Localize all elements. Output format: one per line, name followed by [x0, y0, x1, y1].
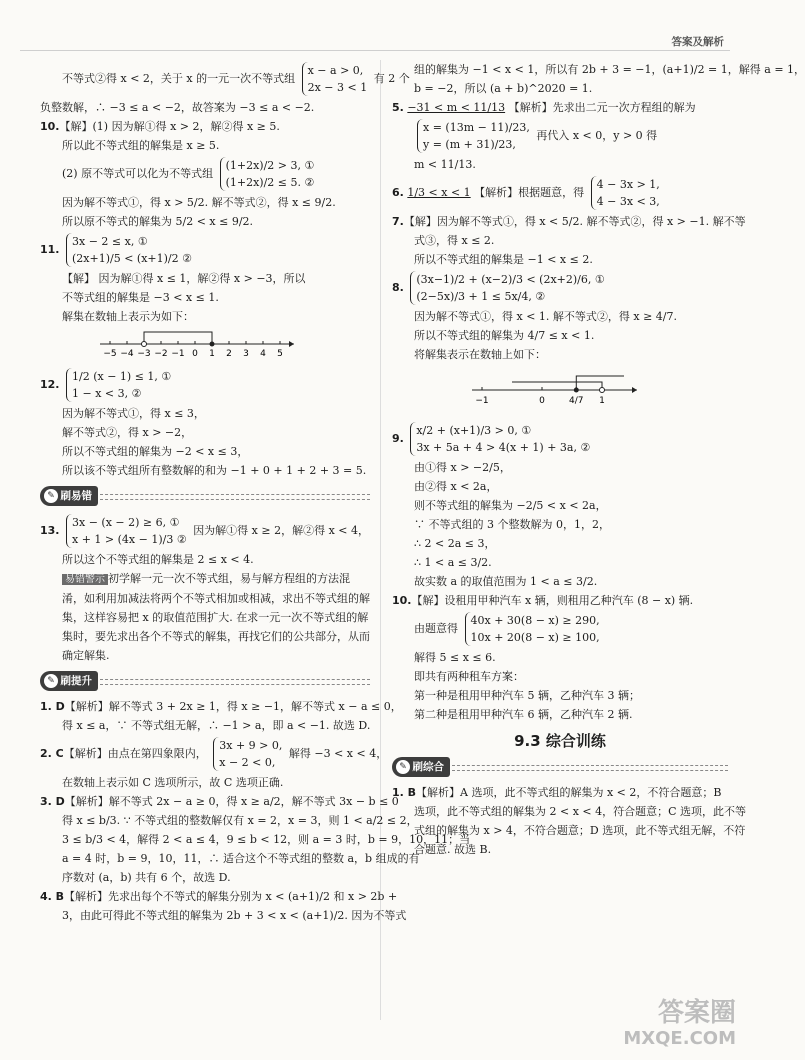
- brush-icon: ✎: [44, 489, 58, 503]
- text-line: 不等式②得 x < 2，关于 x 的一元一次不等式组: [62, 72, 296, 85]
- watermark: [623, 1000, 736, 1052]
- system-row: x − 2 < 0,: [219, 756, 276, 769]
- text-line: 组的解集为 −1 < x < 1，所以有 2b + 3 = −1，(a+1)/2 = 1，解得 a = 1，: [414, 63, 805, 76]
- system-row: y = (m + 31)/23,: [423, 138, 516, 151]
- question-number: 1. B: [392, 786, 417, 799]
- text-line: 【解析】A 选项，此不等式组的解集为 x < 2，不符合题意；B: [416, 786, 722, 799]
- tick-label: 2: [226, 349, 232, 359]
- text-line: 【解析】解不等式 3 + 2x ≥ 1，得 x ≥ −1，解不等式 x − a ≤ 0，: [64, 700, 402, 713]
- text-line: 淆，如利用加减法将两个不等式相加或相减，求出不等式组的解: [62, 592, 370, 605]
- system-row: 3x + 5a + 4 > 4(x + 1) + 3a, ②: [416, 441, 591, 454]
- question-number: 13.: [40, 524, 60, 537]
- tick-label: 4/7: [569, 396, 584, 406]
- system-row: 10x + 20(8 − x) ≥ 100,: [470, 631, 600, 644]
- system-row: 40x + 30(8 − x) ≥ 290,: [470, 614, 600, 627]
- text-line: 集，这样容易把 x 的取值范围扩大. 在求一元一次不等式组的解: [62, 611, 369, 624]
- text-line: 由②得 x < 2a，: [414, 480, 498, 493]
- tick-label: 0: [192, 349, 198, 359]
- watermark-line: MXQE.COM: [623, 1028, 736, 1049]
- brush-icon: ✎: [396, 760, 410, 774]
- text-line: ∵ 不等式组的 3 个整数解为 0，1，2，: [414, 518, 610, 531]
- text-line: 因为解①得 x ≥ 2，解②得 x < 4，: [193, 524, 370, 537]
- question-number: 1. D: [40, 700, 65, 713]
- system-row: 3x + 9 > 0,: [219, 739, 283, 752]
- system-brace: [410, 422, 590, 456]
- system-brace: [410, 271, 604, 305]
- text-line: 不等式组的解集是 −3 < x ≤ 1.: [62, 291, 219, 304]
- ray-right: [512, 382, 602, 390]
- text-line: a = 4 时，b = 9，10，11，∴ 适合这个不等式组的整数 a，b 组成的有: [62, 852, 420, 865]
- number-line-q8: [392, 364, 712, 414]
- system-row: x/2 + (x+1)/3 > 0, ①: [416, 424, 532, 437]
- text-line: 负整数解，∴ −3 ≤ a < −2，故答案为 −3 ≤ a < −2.: [40, 101, 315, 114]
- system-row: (2x+1)/5 < (x+1)/2 ②: [72, 252, 192, 265]
- text-line: 得 x ≤ a，∵ 不等式组无解，∴ −1 > a，即 a < −1. 故选 D.: [62, 719, 371, 732]
- tick-label: 5: [277, 349, 283, 359]
- answer-underlined: 1/3 < x < 1: [407, 186, 471, 199]
- tick-label: 1: [209, 349, 215, 359]
- section-banner-mistakes: [40, 486, 370, 506]
- text-line: 式组的解集为 x > 4，不符合题意；D 选项，此不等式组无解，不符: [414, 824, 746, 837]
- tick-label: 4: [260, 349, 266, 359]
- text-line: 所以不等式组的解集为 −2 < x ≤ 3，: [62, 445, 249, 458]
- text-line: b = −2，所以 (a + b)^2020 = 1.: [414, 82, 593, 95]
- tick-label: −1: [475, 396, 489, 406]
- text-line: 【解】因为解不等式①，得 x < 5/2. 解不等式②，得 x > −1. 解不等: [403, 215, 746, 228]
- text-line: 因为解不等式①，得 x < 1. 解不等式②，得 x ≥ 4/7.: [414, 310, 678, 323]
- text-line: 合题意. 故选 B.: [414, 843, 492, 856]
- text-line: ∴ 2 < 2a ≤ 3，: [414, 537, 496, 550]
- page-header: 答案及解析: [671, 36, 724, 48]
- question-number: 9.: [392, 432, 404, 445]
- system-row: (3x−1)/2 + (x−2)/3 < (2x+2)/6, ①: [416, 273, 605, 286]
- section-banner-improve: [40, 671, 370, 691]
- text-line: 确定解集.: [62, 649, 110, 662]
- system-brace: [66, 514, 187, 548]
- system-brace: [213, 737, 282, 771]
- text-line: m < 11/13.: [414, 158, 476, 171]
- tick-label: −5: [103, 349, 117, 359]
- text-line: 集时，要先求出各个不等式的解集，再找它们的公共部分，从而: [62, 630, 370, 643]
- system-row: (2−5x)/3 + 1 ≤ 5x/4, ②: [416, 290, 546, 303]
- text-line: 有 2 个: [373, 72, 410, 85]
- system-brace: [302, 62, 368, 96]
- text-line: 解不等式②，得 x > −2，: [62, 426, 193, 439]
- text-line: 第二种是租用甲种汽车 6 辆，乙种汽车 2 辆.: [414, 708, 633, 721]
- text-line: 3 ≤ b/3 < 4，解得 2 < a ≤ 4，9 ≤ b < 12，则 a = 3 时，b = 9，10，11；当: [62, 833, 471, 846]
- question-number: 6.: [392, 186, 404, 199]
- text-line: 所以此不等式组的解集是 x ≥ 5.: [62, 139, 220, 152]
- system-brace: [66, 233, 192, 267]
- text-line: 所以原不等式的解集为 5/2 < x ≤ 9/2.: [62, 215, 254, 228]
- number-line-q11: [40, 326, 340, 360]
- section-banner-comprehensive: [392, 757, 728, 777]
- text-line: 在数轴上表示如 C 选项所示，故 C 选项正确.: [62, 776, 284, 789]
- text-line: 所以这个不等式组的解集是 2 ≤ x < 4.: [62, 553, 254, 566]
- tick-label: 0: [539, 396, 545, 406]
- axis-arrow: [632, 387, 637, 393]
- question-number: 10.: [40, 120, 60, 133]
- tick-label: −2: [154, 349, 168, 359]
- tick-label: 3: [243, 349, 249, 359]
- watermark-line: 答案圈: [657, 998, 736, 1028]
- system-row: 1/2 (x − 1) ≤ 1, ①: [72, 370, 172, 383]
- text-line: 即共有两种租车方案：: [414, 670, 524, 683]
- text-line: 因为解不等式①，得 x > 5/2. 解不等式②，得 x ≤ 9/2.: [62, 196, 336, 209]
- header-rule: [20, 50, 730, 51]
- system-row: 4 − 3x > 1,: [596, 178, 660, 191]
- closed-endpoint: [574, 388, 579, 393]
- system-brace: [220, 157, 315, 191]
- text-line: 解得 5 ≤ x ≤ 6.: [414, 651, 496, 664]
- text-line: 【解析】先求出每个不等式的解集分别为 x < (a+1)/2 和 x > 2b +: [64, 890, 398, 903]
- text-line: 【解析】先求出二元一次方程组的解为: [508, 101, 696, 114]
- system-row: 3x − (x − 2) ≥ 6, ①: [72, 516, 180, 529]
- text-line: 得 x ≤ b/3. ∵ 不等式组的整数解仅有 x = 2，x = 3，则 1 < a/2 ≤ 2，: [62, 814, 418, 827]
- text-line: 所以不等式组的解集是 −1 < x ≤ 2.: [414, 253, 593, 266]
- tick-label: −4: [120, 349, 134, 359]
- text-line: 初学解一元一次不等式组，易与解方程组的方法混: [108, 572, 350, 585]
- section-title: 9.3 综合训练: [514, 732, 606, 750]
- text-line: ∴ 1 < a ≤ 3/2.: [414, 556, 492, 569]
- system-row: x − a > 0,: [307, 64, 364, 77]
- text-line: 解得 −3 < x < 4，: [288, 747, 388, 760]
- open-endpoint: [600, 388, 605, 393]
- banner-rule: [100, 679, 370, 685]
- warning-tag: 易错警示: [62, 574, 108, 585]
- tick-label: −3: [137, 349, 151, 359]
- text-line: 再代入 x < 0，y > 0 得: [536, 129, 658, 142]
- banner-label: 刷提升: [60, 675, 92, 687]
- text-line: 由题意得: [414, 622, 458, 635]
- system-row: (1+2x)/2 > 3, ①: [225, 159, 315, 172]
- banner-label: 刷综合: [412, 761, 444, 773]
- text-line: 所以不等式组的解集为 4/7 ≤ x < 1.: [414, 329, 595, 342]
- text-line: 【解】 因为解①得 x ≤ 1，解②得 x > −3，所以: [62, 272, 306, 285]
- text-line: 则不等式组的解集为 −2/5 < x < 2a，: [414, 499, 607, 512]
- right-column: [392, 60, 805, 859]
- text-line: 将解集表示在数轴上如下：: [414, 348, 546, 361]
- closed-endpoint: [210, 342, 215, 347]
- system-row: 1 − x < 3, ②: [72, 387, 142, 400]
- banner-rule: [452, 765, 728, 771]
- question-number: 12.: [40, 378, 60, 391]
- answer-underlined: −31 < m < 11/13: [407, 101, 506, 114]
- text-line: 故实数 a 的取值范围为 1 < a ≤ 3/2.: [414, 575, 598, 588]
- text-line: 【解】设租用甲种汽车 x 辆，则租用乙种汽车 (8 − x) 辆.: [411, 594, 694, 607]
- text-line: 【解析】由点在第四象限内，: [63, 747, 207, 760]
- question-number: 7.: [392, 215, 404, 228]
- text-line: 解集在数轴上表示为如下：: [62, 310, 194, 323]
- text-line: 【解析】根据题意，得: [474, 186, 585, 199]
- open-endpoint: [142, 342, 147, 347]
- text-line: 【解】(1) 因为解①得 x > 2，解②得 x ≥ 5.: [59, 120, 280, 133]
- question-number: 10.: [392, 594, 412, 607]
- text-line: 【解析】解不等式 2x − a ≥ 0，得 x ≥ a/2，解不等式 3x − b ≤ 0: [64, 795, 399, 808]
- banner-rule: [100, 494, 370, 500]
- system-row: 2x − 3 < 1: [307, 81, 368, 94]
- banner-label: 刷易错: [60, 490, 92, 502]
- system-row: x = (13m − 11)/23,: [423, 121, 530, 134]
- system-row: 4 − 3x < 3,: [596, 195, 660, 208]
- question-number: 2. C: [40, 747, 64, 760]
- system-row: 3x − 2 ≤ x, ①: [72, 235, 148, 248]
- text-line: 选项，此不等式组的解集为 2 < x < 4，符合题意；C 选项，此不等: [414, 805, 747, 818]
- system-brace: [66, 368, 171, 402]
- tick-label: −1: [171, 349, 185, 359]
- text-line: 3，由此可得此不等式组的解集为 2b + 3 < x < (a+1)/2. 因为不等式: [62, 909, 407, 922]
- text-line: 由①得 x > −2/5，: [414, 461, 511, 474]
- system-brace: [591, 176, 660, 210]
- question-number: 3. D: [40, 795, 65, 808]
- brush-icon: ✎: [44, 674, 58, 688]
- column-divider: [380, 60, 381, 1020]
- system-row: (1+2x)/2 ≤ 5. ②: [225, 176, 315, 189]
- system-brace: [465, 612, 600, 646]
- question-number: 5.: [392, 101, 404, 114]
- text-line: 第一种是租用甲种汽车 5 辆，乙种汽车 3 辆；: [414, 689, 640, 702]
- axis-arrow: [289, 341, 294, 347]
- question-number: 8.: [392, 281, 404, 294]
- text-line: (2) 原不等式可以化为不等式组: [62, 167, 214, 180]
- system-row: x + 1 > (4x − 1)/3 ②: [72, 533, 187, 546]
- system-brace: [417, 119, 530, 153]
- text-line: 式③，得 x ≤ 2.: [414, 234, 495, 247]
- question-number: 11.: [40, 243, 60, 256]
- tick-label: 1: [599, 396, 605, 406]
- text-line: 所以该不等式组所有整数解的和为 −1 + 0 + 1 + 2 + 3 = 5.: [62, 464, 367, 477]
- text-line: 序数对 (a，b) 共有 6 个，故选 D.: [62, 871, 231, 884]
- text-line: 因为解不等式①，得 x ≤ 3，: [62, 407, 205, 420]
- question-number: 4. B: [40, 890, 65, 903]
